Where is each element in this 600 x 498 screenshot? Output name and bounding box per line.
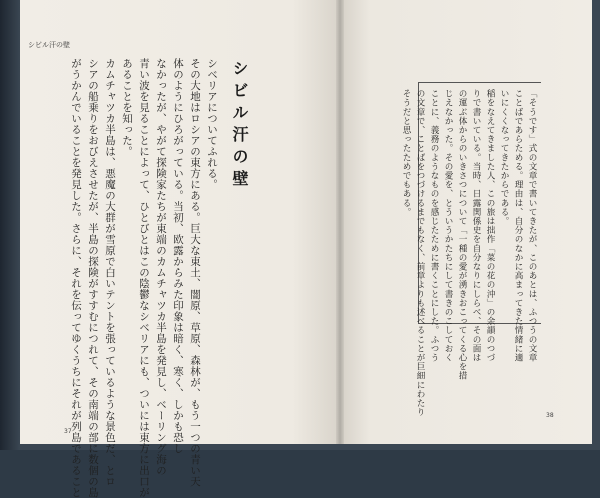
text-line: の運ぶ体からのいきさつについて「一種の愛が湧きおこってくる心を措 bbox=[457, 89, 467, 381]
boxed-note bbox=[401, 82, 541, 417]
text-line: シアの船乗りをおびえさせたが、半島の探険がすすむにつれて、その南端の部に数個の島 bbox=[87, 58, 99, 498]
running-header: シビル汗の壁 bbox=[28, 41, 70, 49]
text-line: 「そうです」式の文章で書いてきたが、このあとは、ふつうの文章 bbox=[527, 89, 537, 362]
book-edge-shadow bbox=[0, 0, 20, 450]
book-gutter bbox=[336, 0, 344, 444]
text-line: カムチャツカ半島は、悪魔の大群が雪原で白いテントを張っているような景色だ、とロ bbox=[104, 58, 116, 487]
chapter-title: シビル汗の壁 bbox=[230, 60, 249, 192]
text-line: シベリアについてふれる。 bbox=[206, 58, 218, 190]
left-page-number: 37 bbox=[64, 428, 72, 435]
text-line: そうだと思ったためでもある。 bbox=[401, 89, 411, 217]
text-line: なかったが、やがて探険家たちが東端のカムチャツカ半島を発見し、ベーリング海の bbox=[155, 58, 167, 476]
text-line: がうかんでいることを発見した。さらに、それを伝ってゆくうちにそれが列島であること bbox=[70, 58, 82, 498]
text-line: 体のようにひろがっている。当初、欧露からみた印象は暗く、寒く、しかも恐し bbox=[172, 58, 184, 454]
boxed-note-body bbox=[401, 89, 539, 417]
text-line: ことに、義務のようなものを感じたために書くことにした。ふつう bbox=[429, 89, 439, 362]
text-line: じえなかった。その愛を、とういうかたちにして書きのこしておく bbox=[443, 89, 453, 362]
text-line: その大地はロシアの東方にある。巨大な東土、闇原、草原、森林が、もう一つの青い天 bbox=[189, 58, 201, 487]
text-line: の文章で、ことばをつづけるまでもなく、前章よりも述べることが巨細にわたり bbox=[415, 89, 425, 417]
text-line: りで書いている。当時、日露関係史を自分なりにしらべ、その面は bbox=[471, 89, 481, 362]
text-line: 青い波を見ることによって、ひとびとはこの陰鬱なシベリアにも、ついには東方に出口が bbox=[138, 58, 150, 498]
text-line: ことばであらためる。理由は、自分のなかに高まってきた情緒に適 bbox=[513, 89, 523, 362]
text-line: いにくくなってきたからである。 bbox=[499, 89, 509, 226]
text-line: あることを知った。 bbox=[121, 58, 133, 157]
right-page-number: 38 bbox=[546, 412, 554, 419]
text-line: 稲をなえてきました人、この旅は拙作「菜の花の沖」の余韻のつづ bbox=[485, 89, 495, 362]
